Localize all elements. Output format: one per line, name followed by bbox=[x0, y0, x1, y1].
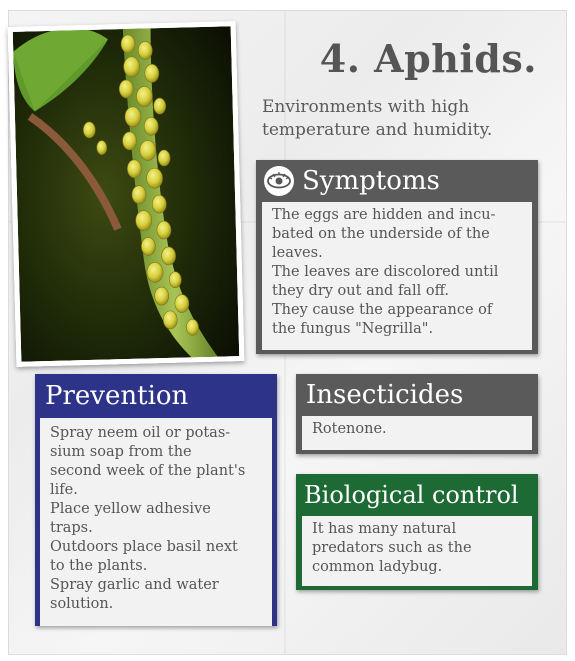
prevention-line: solution. bbox=[50, 596, 114, 612]
habitat-description bbox=[262, 96, 562, 142]
prevention-line: life. bbox=[50, 482, 78, 498]
biological-control-body bbox=[302, 516, 532, 586]
subtitle-line: temperature and humidity. bbox=[262, 120, 493, 140]
insecticides-body bbox=[302, 416, 532, 450]
prevention-heading: Prevention bbox=[45, 381, 189, 411]
symptoms-line: bated on the underside of the bbox=[272, 226, 490, 242]
prevention-line: Spray garlic and water bbox=[50, 577, 219, 593]
aphid-photo bbox=[8, 21, 245, 367]
prevention-line: traps. bbox=[50, 520, 93, 536]
insecticides-line: Rotenone. bbox=[312, 421, 387, 437]
insecticides-card bbox=[296, 374, 538, 454]
symptoms-line: The eggs are hidden and incu- bbox=[272, 207, 496, 223]
page-title: 4. Aphids. bbox=[319, 36, 537, 81]
symptoms-line: They cause the appearance of bbox=[272, 302, 493, 318]
symptoms-line: the fungus "Negrilla". bbox=[272, 321, 434, 337]
biological-control-line: It has many natural bbox=[312, 521, 457, 537]
prevention-line: second week of the plant's bbox=[50, 463, 246, 479]
biological-control-heading: Biological control bbox=[304, 481, 519, 509]
prevention-line: Outdoors place basil next bbox=[50, 539, 238, 555]
eye-icon bbox=[264, 166, 294, 196]
symptoms-header bbox=[256, 160, 538, 202]
insecticides-header bbox=[296, 374, 538, 416]
biological-control-header bbox=[296, 474, 538, 516]
prevention-line: Place yellow adhesive bbox=[50, 501, 211, 517]
insecticides-heading: Insecticides bbox=[306, 380, 464, 410]
biological-control-line: common ladybug. bbox=[312, 559, 443, 575]
prevention-body bbox=[40, 418, 272, 626]
prevention-line: sium soap from the bbox=[50, 444, 192, 460]
biological-control-line: predators such as the bbox=[312, 540, 472, 556]
symptoms-body bbox=[262, 202, 532, 350]
symptoms-line: leaves. bbox=[272, 245, 323, 261]
prevention-card bbox=[35, 374, 277, 626]
symptoms-line: The leaves are discolored until bbox=[272, 264, 499, 280]
prevention-line: to the plants. bbox=[50, 558, 148, 574]
symptoms-line: they dry out and fall off. bbox=[272, 283, 449, 299]
symptoms-heading: Symptoms bbox=[302, 166, 440, 196]
prevention-header bbox=[35, 374, 277, 418]
subtitle-line: Environments with high bbox=[262, 97, 470, 117]
biological-control-card bbox=[296, 474, 538, 590]
symptoms-card bbox=[256, 160, 538, 354]
prevention-line: Spray neem oil or potas- bbox=[50, 425, 231, 441]
